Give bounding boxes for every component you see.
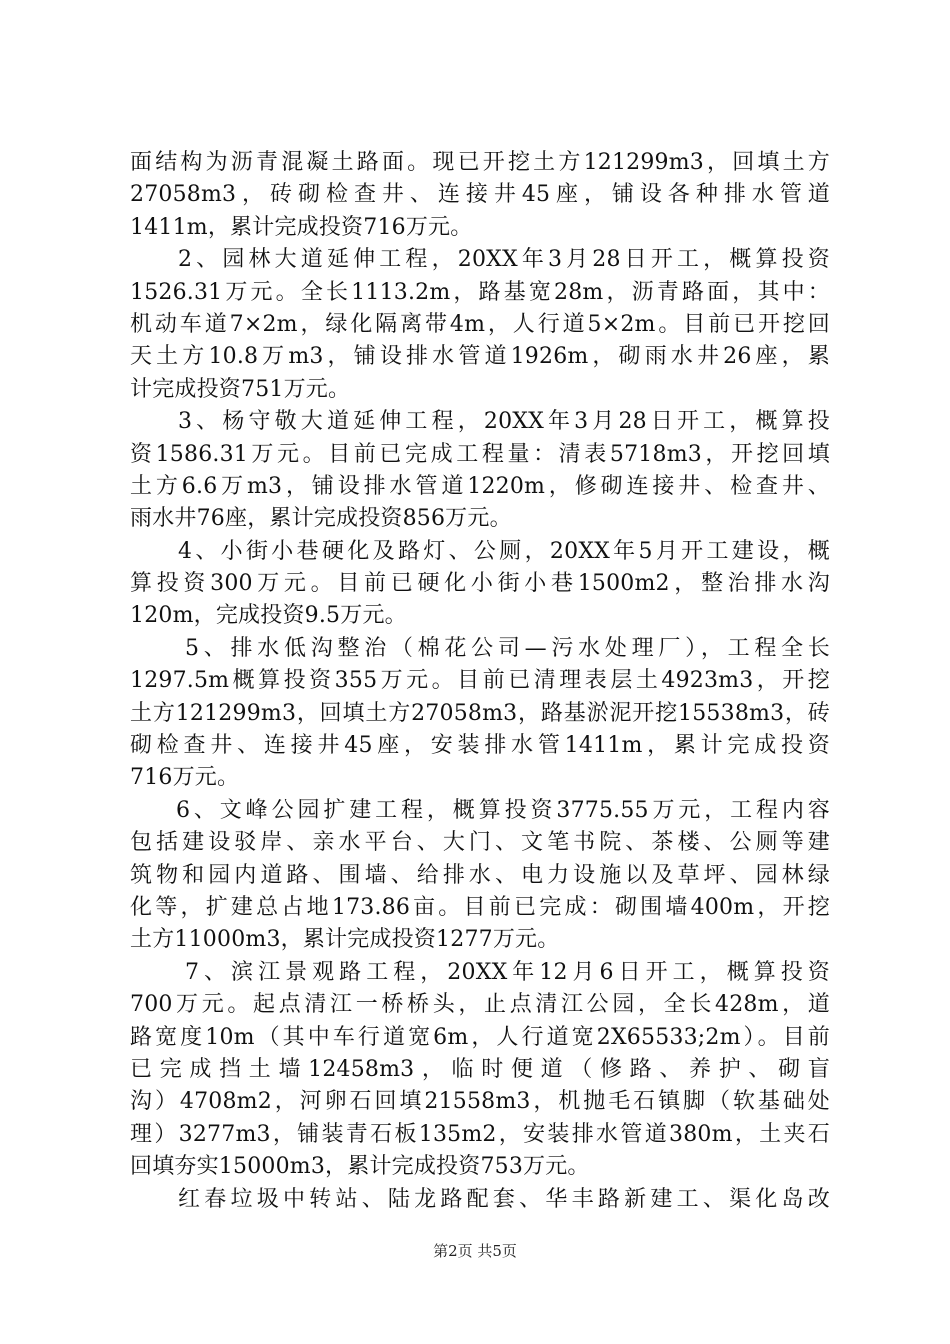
text-line: 7、滨江景观路工程，20XX年12月6日开工，概算投资 bbox=[185, 959, 830, 985]
text-line: 3、杨守敬大道延伸工程，20XX年3月28日开工，概算投 bbox=[178, 409, 830, 435]
text-line: 土方121299m3，回填土方27058m3，路基淤泥开挖15538m3，砖 bbox=[130, 700, 830, 726]
text-line: 算投资300万元。目前已硬化小街小巷1500m2，整治排水沟 bbox=[130, 571, 830, 597]
text-line: 路宽度10m（其中车行道宽6m，人行道宽2X65533;2m）。目前 bbox=[130, 1024, 830, 1050]
page-number-footer: 第2页 共5页 bbox=[433, 1242, 517, 1260]
text-line: 5、排水低沟整治（棉花公司—污水处理厂），工程全长 bbox=[185, 635, 830, 661]
document-body bbox=[130, 147, 830, 1216]
text-line: 回填夯实15000m3，累计完成投资753万元。 bbox=[130, 1154, 590, 1180]
text-line: 筑物和园内道路、围墙、给排水、电力设施以及草坪、园林绿 bbox=[130, 862, 830, 888]
text-line: 700万元。起点清江一桥桥头，止点清江公园，全长428m，道 bbox=[130, 992, 830, 1018]
text-line: 沟）4708m2，河卵石回填21558m3，机抛毛石镇脚（软基础处 bbox=[130, 1089, 830, 1115]
text-line: 土方6.6万m3，铺设排水管道1220m，修砌连接井、检查井、 bbox=[130, 473, 830, 499]
text-line: 红春垃圾中转站、陆龙路配套、华丰路新建工、渠化岛改 bbox=[178, 1186, 830, 1212]
text-line: 1297.5m概算投资355万元。目前已清理表层土4923m3，开挖 bbox=[130, 668, 830, 694]
text-line: 1526.31万元。全长1113.2m，路基宽28m，沥青路面，其中： bbox=[130, 279, 830, 305]
text-line: 4、小街小巷硬化及路灯、公厕，20XX年5月开工建设，概 bbox=[178, 538, 830, 564]
text-line: 理）3277m3，铺装青石板135m2，安装排水管道380m，土夹石 bbox=[130, 1121, 830, 1147]
text-line: 雨水井76座，累计完成投资856万元。 bbox=[130, 506, 512, 532]
text-line: 资1586.31万元。目前已完成工程量：清表5718m3，开挖回填 bbox=[130, 441, 830, 467]
text-line: 砌检查井、连接井45座，安装排水管1411m，累计完成投资 bbox=[130, 733, 830, 759]
text-line: 计完成投资751万元。 bbox=[130, 376, 351, 402]
text-line: 2、园林大道延伸工程，20XX年3月28日开工，概算投资 bbox=[178, 247, 830, 273]
text-line: 天土方10.8万m3，铺设排水管道1926m，砌雨水井26座，累 bbox=[130, 344, 830, 370]
text-line: 机动车道7×2m，绿化隔离带4m，人行道5×2m。目前已开挖回 bbox=[130, 311, 830, 337]
text-line: 6、文峰公园扩建工程，概算投资3775.55万元，工程内容 bbox=[176, 797, 830, 823]
text-line: 1411m，累计完成投资716万元。 bbox=[130, 214, 473, 240]
text-line: 包括建设驳岸、亲水平台、大门、文笔书院、茶楼、公厕等建 bbox=[130, 830, 830, 856]
text-line: 化等，扩建总占地173.86亩。目前已完成：砌围墙400m，开挖 bbox=[130, 894, 830, 920]
text-line: 土方11000m3，累计完成投资1277万元。 bbox=[130, 927, 560, 953]
text-line: 27058m3，砖砌检查井、连接井45座，铺设各种排水管道 bbox=[130, 182, 830, 208]
text-line: 面结构为沥青混凝土路面。现已开挖土方121299m3，回填土方 bbox=[130, 150, 830, 175]
text-line: 120m，完成投资9.5万元。 bbox=[130, 603, 407, 629]
text-line: 716万元。 bbox=[130, 765, 240, 791]
text-line: 已完成挡土墙12458m3，临时便道（修路、养护、砌盲 bbox=[130, 1056, 830, 1082]
